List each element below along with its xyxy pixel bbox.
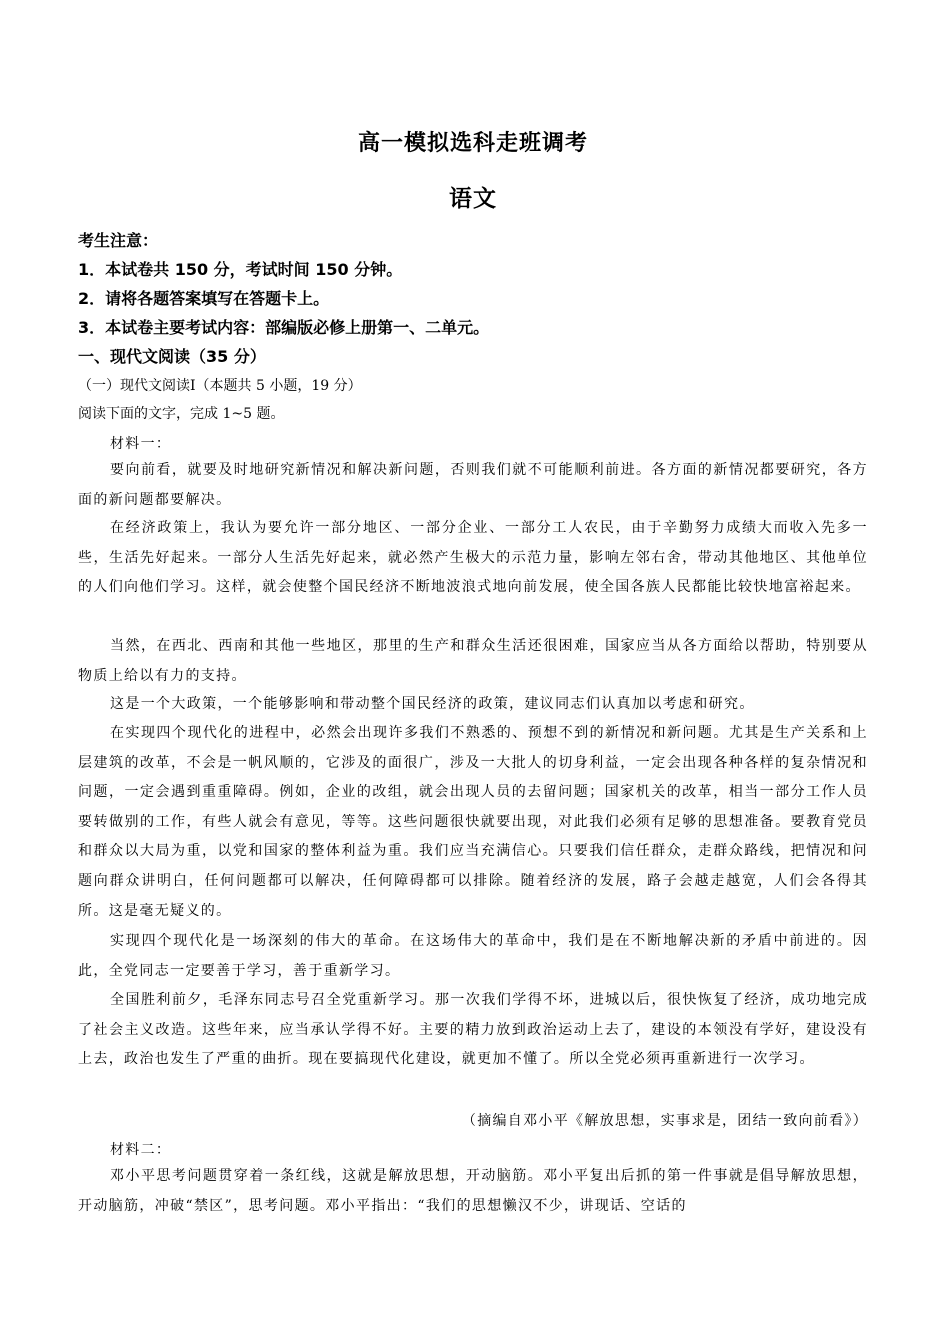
material-1-paragraph: 在经济政策上，我认为要允许一部分地区、一部分企业、一部分工人农民，由于辛勤努力成绩大而收入先多一些，生活先好起来。一部分人生活先好起来，就必然产生极大的示范力量，影响左邻右舍，带动其他地区、其他单位的人们向他们学习。这样，就会使整个国民经济不断地波浪式地向前发展，使全国各族人民都能比较快地富裕起来。 (78, 520, 868, 596)
material-1-source: （摘编自邓小平《解放思想，实事求是，团结一致向前看》） (461, 1113, 868, 1129)
notice-item: 3．本试卷主要考试内容：部编版必修上册第一、二单元。 (78, 318, 490, 337)
notice-item: 2．请将各题答案填写在答题卡上。 (78, 289, 330, 308)
section-heading: 一、现代文阅读（35 分） (78, 347, 266, 366)
material-1-paragraph: 在实现四个现代化的进程中，必然会出现许多我们不熟悉的、预想不到的新情况和新问题。尤其是生产关系和上层建筑的改革，不会是一帆风顺的，它涉及的面很广，涉及一大批人的切身利益，一定会出现各种各样的复杂情况和问题，一定会遇到重重障碍。例如，企业的改组，就会出现人员的去留问题；国家机关的改革，相当一部分工作人员要转做别的工作，有些人就会有意见，等等。这些问题很快就要出现，对此我们必须有足够的思想准备。要教育党员和群众以大局为重，以党和国家的整体利益为重。我们应当充满信心。只要我们信任群众，走群众路线，把情况和问题向群众讲明白，任何问题都可以解决，任何障碍都可以排除。随着经济的发展，路子会越走越宽，人们会各得其所。这是毫无疑义的。 (78, 725, 868, 919)
material-2-label: 材料二： (110, 1142, 172, 1158)
material-1-label: 材料一： (110, 436, 172, 452)
reading-instruction: 阅读下面的文字，完成 1~5 题。 (78, 406, 285, 422)
material-1-paragraph: 实现四个现代化是一场深刻的伟大的革命。在这场伟大的革命中，我们是在不断地解决新的矛盾中前进的。因此，全党同志一定要善于学习，善于重新学习。 (78, 933, 868, 979)
material-1-paragraph: 全国胜利前夕，毛泽东同志号召全党重新学习。那一次我们学得不坏，进城以后，很快恢复了经济，成功地完成了社会主义改造。这些年来，应当承认学得不好。主要的精力放到政治运动上去了，建设的本领没有学好，建设没有上去，政治也发生了严重的曲折。现在要搞现代化建设，就更加不懂了。所以全党必须再重新进行一次学习。 (78, 992, 868, 1068)
notice-item: 1．本试卷共 150 分，考试时间 150 分钟。 (78, 260, 403, 279)
section-subheading: （一）现代文阅读Ⅰ（本题共 5 小题，19 分） (78, 378, 362, 394)
material-2-paragraph: 邓小平思考问题贯穿着一条红线，这就是解放思想，开动脑筋。邓小平复出后抓的第一件事就是倡导解放思想，开动脑筋，冲破“禁区”，思考问题。邓小平指出：“我们的思想懒汉不少，讲现话、空话的 (78, 1168, 868, 1214)
exam-title: 高一模拟选科走班调考 (357, 131, 588, 156)
material-1-paragraph: 当然，在西北、西南和其他一些地区，那里的生产和群众生活还很困难，国家应当从各方面给以帮助，特别要从物质上给以有力的支持。 (78, 638, 868, 684)
material-1-paragraph: 要向前看，就要及时地研究新情况和解决新问题，否则我们就不可能顺利前进。各方面的新情况都要研究，各方面的新问题都要解决。 (78, 462, 868, 508)
notice-heading: 考生注意： (78, 231, 159, 250)
material-1-paragraph: 这是一个大政策，一个能够影响和带动整个国民经济的政策，建议同志们认真加以考虑和研究。 (110, 696, 755, 712)
subject-title: 语文 (449, 186, 497, 212)
